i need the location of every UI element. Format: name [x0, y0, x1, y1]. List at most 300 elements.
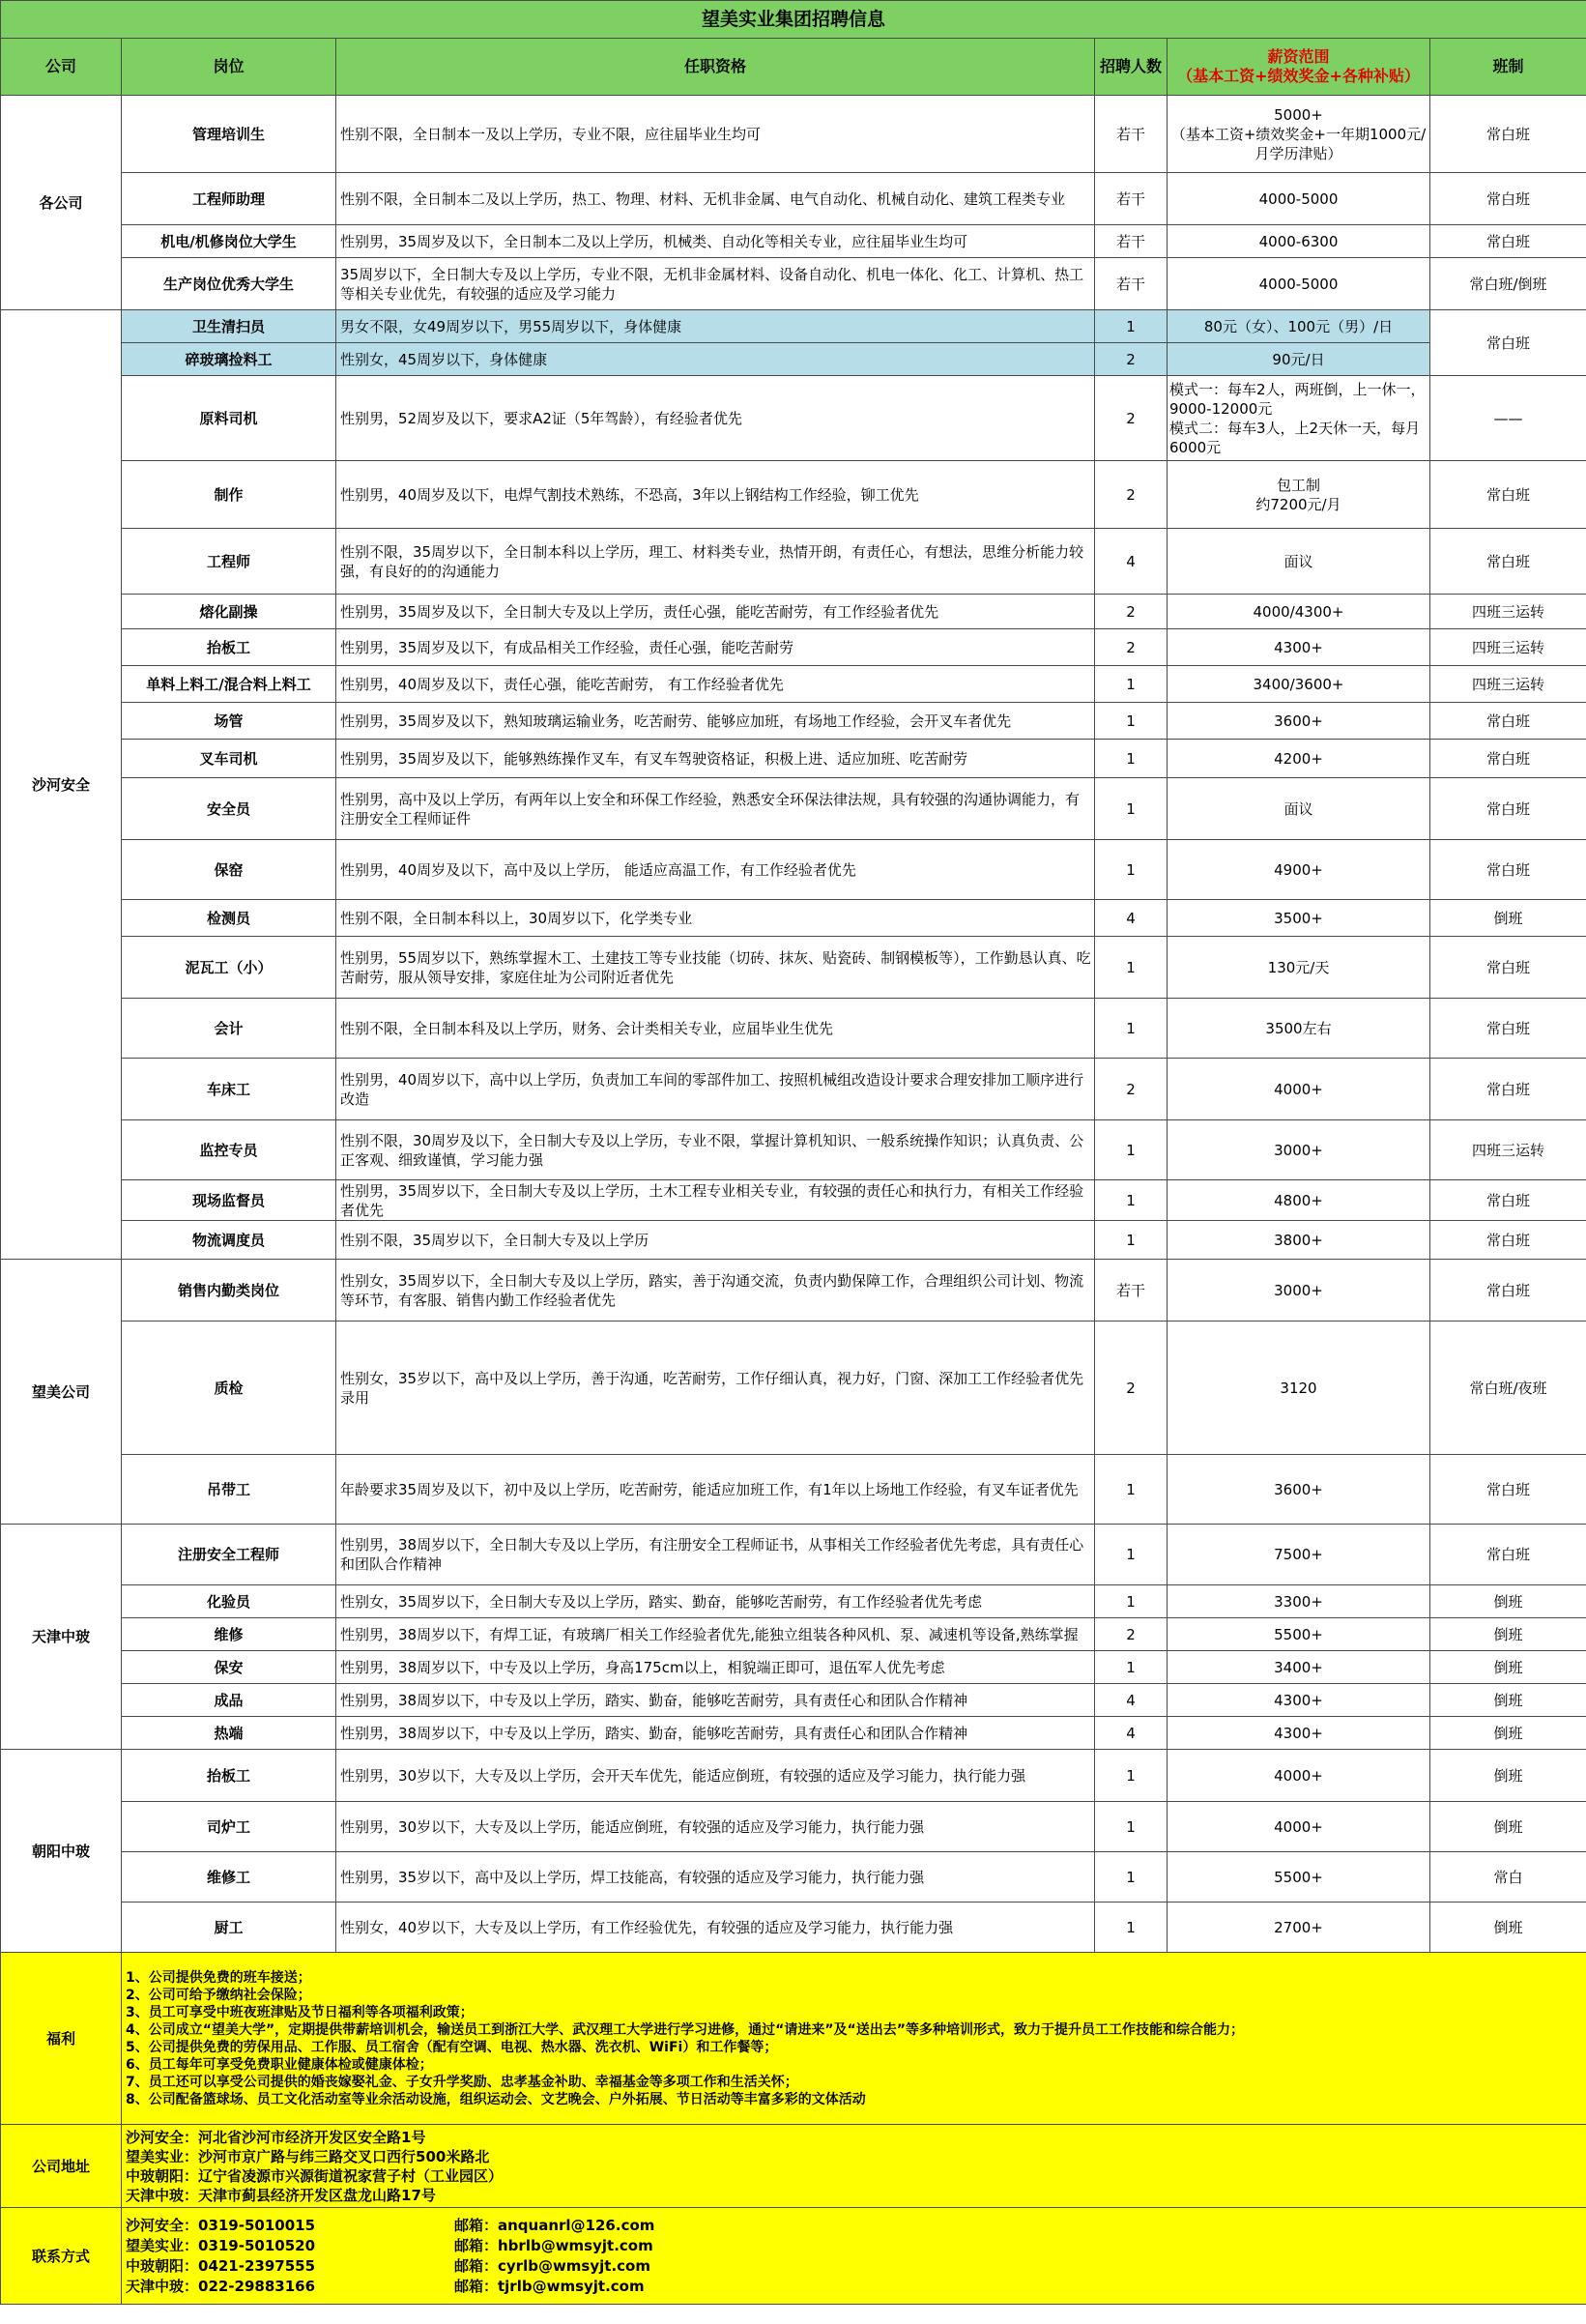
position-cell: 吊带工	[122, 1455, 336, 1525]
count-cell: 4	[1095, 1717, 1168, 1750]
header-row	[1, 39, 1586, 96]
table-row	[1, 258, 1586, 310]
salary-line: 3000+	[1274, 1281, 1323, 1299]
requirements-cell: 性别不限，35周岁以下，全日制本科以上学历，理工、材料类专业，热情开朗，有责任心，有想法，思维分析能力较强，有良好的的沟通能力	[336, 529, 1095, 595]
shift-cell: 常白	[1430, 1852, 1586, 1903]
count-cell: 1	[1095, 1852, 1168, 1903]
requirements-cell: 男女不限，女49周岁以下，男55周岁以下，身体健康	[336, 310, 1095, 343]
count-cell: 1	[1095, 666, 1168, 703]
benefit-item: 5、公司提供免费的劳保用品、工作服、员工宿舍（配有空调、电视、热水器、洗衣机、WiFi）和工作餐等；	[126, 2039, 778, 2055]
position-cell: 维修	[122, 1618, 336, 1651]
table-row	[1, 1903, 1586, 1953]
salary-cell	[1168, 1717, 1430, 1750]
table-row	[1, 461, 1586, 529]
contact-phone: 沙河安全：0319-5010015	[126, 2216, 316, 2234]
table-row	[1, 666, 1586, 703]
salary-line: 3600+	[1274, 1480, 1323, 1498]
table-row	[1, 1618, 1586, 1651]
count-cell: 若干	[1095, 173, 1168, 225]
salary-line: 4800+	[1274, 1191, 1323, 1209]
table-row	[1, 1260, 1586, 1322]
requirements-cell: 年龄要求35周岁及以下，初中及以上学历，吃苦耐劳，能适应加班工作，有1年以上场地工作经验，有叉车证者优先	[336, 1455, 1095, 1525]
count-cell: 若干	[1095, 1260, 1168, 1322]
shift-cell: 倒班	[1430, 1585, 1586, 1618]
table-row	[1, 1802, 1586, 1852]
count-cell: 若干	[1095, 258, 1168, 310]
requirements-cell: 35周岁以下，全日制大专及以上学历，专业不限，无机非金属材料、设备自动化、机电一体化、化工、计算机、热工等相关专业优先，有较强的适应及学习能力	[336, 258, 1095, 310]
position-cell: 检测员	[122, 900, 336, 937]
salary-line: 2700+	[1274, 1918, 1323, 1936]
position-cell: 抬板工	[122, 1750, 336, 1802]
shift-cell: 常白班	[1430, 1455, 1586, 1525]
requirements-cell: 性别男，35周岁及以下，有成品相关工作经验，责任心强，能吃苦耐劳	[336, 629, 1095, 666]
salary-line: 3800+	[1274, 1231, 1323, 1249]
salary-line: 130元/天	[1267, 958, 1330, 976]
table-row	[1, 1525, 1586, 1585]
position-cell: 车床工	[122, 1059, 336, 1120]
sheet-title: 望美实业集团招聘信息	[1, 1, 1586, 39]
salary-line: 4900+	[1274, 860, 1323, 879]
position-cell: 质检	[122, 1322, 336, 1455]
shift-cell: 倒班	[1430, 1750, 1586, 1802]
shift-cell: ——	[1430, 376, 1586, 461]
shift-cell: 倒班	[1430, 900, 1586, 937]
salary-cell	[1168, 1618, 1430, 1651]
shift-cell: 倒班	[1430, 1618, 1586, 1651]
salary-cell	[1168, 173, 1430, 225]
count-cell: 1	[1095, 1651, 1168, 1684]
position-cell: 保窑	[122, 840, 336, 900]
table-row	[1, 900, 1586, 937]
salary-cell	[1168, 1903, 1430, 1953]
salary-cell	[1168, 310, 1430, 343]
count-cell: 1	[1095, 1525, 1168, 1585]
table-row	[1, 529, 1586, 595]
table-row	[1, 1455, 1586, 1525]
shift-cell: 倒班	[1430, 1717, 1586, 1750]
shift-cell: 常白班/倒班	[1430, 258, 1586, 310]
contact-item	[126, 2256, 1584, 2277]
header-salary	[1168, 39, 1430, 96]
salary-line: 3600+	[1274, 712, 1323, 730]
table-row	[1, 225, 1586, 258]
count-cell: 4	[1095, 529, 1168, 595]
contact-email: 邮箱：hbrlb@wmsyjt.com	[454, 2236, 653, 2254]
position-cell: 安全员	[122, 778, 336, 840]
address-row	[1, 2125, 1586, 2208]
shift-cell: 常白班	[1430, 96, 1586, 173]
table-row	[1, 1059, 1586, 1120]
salary-cell	[1168, 629, 1430, 666]
header-count: 招聘人数	[1095, 39, 1168, 96]
requirements-cell: 性别男，35周岁及以下，能够熟练操作叉车，有叉车驾驶资格证，积极上进、适应加班、吃苦耐劳	[336, 740, 1095, 778]
salary-cell	[1168, 778, 1430, 840]
count-cell: 1	[1095, 840, 1168, 900]
shift-cell: 常白班	[1430, 937, 1586, 999]
shift-cell: 常白班	[1430, 1221, 1586, 1260]
salary-line: 90元/日	[1272, 350, 1325, 368]
requirements-cell: 性别男，55周岁以下，熟练掌握木工、土建技工等专业技能（切砖、抹灰、贴瓷砖、制钢模板等），工作勤恳认真、吃苦耐劳，服从领导安排，家庭住址为公司附近者优先	[336, 937, 1095, 999]
table-row	[1, 1684, 1586, 1717]
salary-line: 5500+	[1274, 1868, 1323, 1886]
address-text	[122, 2125, 1586, 2208]
address-item: 沙河安全：河北省沙河市经济开发区安全路1号	[126, 2128, 426, 2146]
position-cell: 注册安全工程师	[122, 1525, 336, 1585]
contact-row	[1, 2208, 1586, 2305]
salary-line: 80元（女）、100元（男）/日	[1203, 317, 1394, 335]
requirements-cell: 性别男，38周岁以下，全日制大专及以上学历，有注册安全工程师证书，从事相关工作经验者优先考虑，具有责任心和团队合作精神	[336, 1525, 1095, 1585]
count-cell: 若干	[1095, 225, 1168, 258]
table-row	[1, 937, 1586, 999]
header-position: 岗位	[122, 39, 336, 96]
contact-phone: 中玻朝阳：0421-2397555	[126, 2256, 316, 2275]
count-cell: 1	[1095, 937, 1168, 999]
contact-label: 联系方式	[1, 2208, 122, 2305]
salary-cell	[1168, 376, 1430, 461]
salary-line: 3400/3600+	[1253, 675, 1344, 693]
table-row	[1, 1651, 1586, 1684]
shift-cell: 常白班	[1430, 310, 1586, 376]
shift-cell: 常白班	[1430, 173, 1586, 225]
table-row	[1, 1221, 1586, 1260]
salary-line: 3500+	[1274, 909, 1323, 927]
salary-cell	[1168, 258, 1430, 310]
shift-cell: 常白班	[1430, 1260, 1586, 1322]
table-row	[1, 1322, 1586, 1455]
shift-cell: 常白班	[1430, 1059, 1586, 1120]
salary-cell	[1168, 999, 1430, 1059]
position-cell: 机电/机修岗位大学生	[122, 225, 336, 258]
shift-cell: 倒班	[1430, 1684, 1586, 1717]
position-cell: 维修工	[122, 1852, 336, 1903]
position-cell: 现场监督员	[122, 1180, 336, 1221]
position-cell: 叉车司机	[122, 740, 336, 778]
salary-line: 5500+	[1274, 1625, 1323, 1643]
salary-line: 4300+	[1274, 638, 1323, 656]
salary-cell	[1168, 666, 1430, 703]
salary-line: 4000+	[1274, 1080, 1323, 1098]
salary-cell	[1168, 937, 1430, 999]
salary-cell	[1168, 225, 1430, 258]
address-item: 望美实业：沙河市京广路与纬三路交叉口西行500米路北	[126, 2147, 490, 2165]
count-cell: 4	[1095, 900, 1168, 937]
position-cell: 化验员	[122, 1585, 336, 1618]
position-cell: 销售内勤类岗位	[122, 1260, 336, 1322]
salary-cell	[1168, 343, 1430, 376]
benefit-item: 7、员工还可以享受公司提供的婚丧嫁娶礼金、子女升学奖励、忠孝基金补助、幸福基金等多项工作和生活关怀；	[126, 2074, 798, 2090]
requirements-cell: 性别男，35周岁及以下，熟知玻璃运输业务，吃苦耐劳、能够应加班，有场地工作经验，会开叉车者优先	[336, 703, 1095, 740]
header-requirements: 任职资格	[336, 39, 1095, 96]
salary-cell	[1168, 1180, 1430, 1221]
position-cell: 工程师	[122, 529, 336, 595]
salary-cell	[1168, 1221, 1430, 1260]
requirements-cell: 性别不限，全日制本科以上，30周岁以下，化学类专业	[336, 900, 1095, 937]
salary-line: 面议	[1283, 552, 1313, 570]
benefits-row	[1, 1953, 1586, 2125]
salary-cell	[1168, 703, 1430, 740]
position-cell: 管理培训生	[122, 96, 336, 173]
salary-cell	[1168, 1322, 1430, 1455]
salary-line: 模式一：每车2人，两班倒，上一休一，9000-12000元	[1169, 380, 1426, 418]
count-cell: 若干	[1095, 96, 1168, 173]
position-cell: 卫生清扫员	[122, 310, 336, 343]
shift-cell: 倒班	[1430, 1651, 1586, 1684]
position-cell: 厨工	[122, 1903, 336, 1953]
table-row	[1, 999, 1586, 1059]
count-cell: 2	[1095, 629, 1168, 666]
position-cell: 工程师助理	[122, 173, 336, 225]
company-cell: 各公司	[1, 96, 122, 310]
requirements-cell: 性别女，40岁以下，大专及以上学历，有工作经验优先，有较强的适应及学习能力，执行能力强	[336, 1903, 1095, 1953]
salary-line: 5000+	[1274, 105, 1323, 124]
salary-line: 4000-5000	[1258, 275, 1339, 293]
salary-line: 4000+	[1274, 1766, 1323, 1785]
position-cell: 碎玻璃捡料工	[122, 343, 336, 376]
position-cell: 成品	[122, 1684, 336, 1717]
salary-line: （基本工资+绩效奖金+一年期1000元/月学历津贴）	[1170, 125, 1427, 162]
header-salary-line1: 薪资范围	[1267, 47, 1330, 66]
table-row	[1, 1585, 1586, 1618]
count-cell: 2	[1095, 595, 1168, 629]
address-label: 公司地址	[1, 2125, 122, 2208]
position-cell: 物流调度员	[122, 1221, 336, 1260]
company-cell: 朝阳中玻	[1, 1750, 122, 1953]
table-row	[1, 1120, 1586, 1180]
count-cell: 1	[1095, 1750, 1168, 1802]
count-cell: 2	[1095, 1059, 1168, 1120]
company-cell: 沙河安全	[1, 310, 122, 1260]
shift-cell: 常白班/夜班	[1430, 1322, 1586, 1455]
count-cell: 1	[1095, 1455, 1168, 1525]
contact-email: 邮箱：cyrlb@wmsyjt.com	[454, 2256, 650, 2275]
shift-cell: 常白班	[1430, 461, 1586, 529]
shift-cell: 四班三运转	[1430, 666, 1586, 703]
shift-cell: 常白班	[1430, 225, 1586, 258]
count-cell: 1	[1095, 1802, 1168, 1852]
requirements-cell: 性别男，30岁以下，大专及以上学历，能适应倒班，有较强的适应及学习能力，执行能力强	[336, 1802, 1095, 1852]
contact-item	[126, 2236, 1584, 2256]
table-row	[1, 376, 1586, 461]
count-cell: 2	[1095, 1618, 1168, 1651]
shift-cell: 倒班	[1430, 1903, 1586, 1953]
position-cell: 单料上料工/混合料上料工	[122, 666, 336, 703]
requirements-cell: 性别男，40周岁以下，高中以上学历，负责加工车间的零部件加工、按照机械组改造设计要求合理安排加工顺序进行改造	[336, 1059, 1095, 1120]
salary-line: 3120	[1280, 1379, 1317, 1397]
contact-item	[126, 2277, 1584, 2297]
benefit-item: 2、公司可给予缴纳社会保险；	[126, 1987, 311, 2003]
benefit-item: 6、员工每年可享受免费职业健康体检或健康体检；	[126, 2056, 433, 2073]
contact-email: 邮箱：tjrlb@wmsyjt.com	[454, 2277, 645, 2295]
count-cell: 2	[1095, 461, 1168, 529]
company-cell: 望美公司	[1, 1260, 122, 1525]
salary-cell	[1168, 1750, 1430, 1802]
salary-cell	[1168, 529, 1430, 595]
count-cell: 2	[1095, 1322, 1168, 1455]
shift-cell: 常白班	[1430, 1180, 1586, 1221]
shift-cell: 常白班	[1430, 740, 1586, 778]
shift-cell: 四班三运转	[1430, 1120, 1586, 1180]
table-row	[1, 96, 1586, 173]
salary-cell	[1168, 595, 1430, 629]
shift-cell: 常白班	[1430, 840, 1586, 900]
requirements-cell: 性别男，高中及以上学历，有两年以上安全和环保工作经验，熟悉安全环保法律法规，具有较强的沟通协调能力，有注册安全工程师证件	[336, 778, 1095, 840]
salary-line: 4000-6300	[1258, 232, 1339, 250]
table-row	[1, 1180, 1586, 1221]
requirements-cell: 性别女，35岁以下，高中及以上学历，善于沟通，吃苦耐劳，工作仔细认真，视力好，门窗、深加工工作经验者优先录用	[336, 1322, 1095, 1455]
salary-cell	[1168, 1059, 1430, 1120]
position-cell: 保安	[122, 1651, 336, 1684]
salary-cell	[1168, 1802, 1430, 1852]
address-item: 天津中玻：天津市蓟县经济开发区盘龙山路17号	[126, 2186, 436, 2204]
position-cell: 原料司机	[122, 376, 336, 461]
salary-cell	[1168, 840, 1430, 900]
position-cell: 场管	[122, 703, 336, 740]
count-cell: 1	[1095, 1120, 1168, 1180]
count-cell: 2	[1095, 376, 1168, 461]
benefits-label: 福利	[1, 1953, 122, 2125]
table-row	[1, 310, 1586, 343]
count-cell: 2	[1095, 343, 1168, 376]
salary-line: 7500+	[1274, 1546, 1323, 1563]
table-row	[1, 1717, 1586, 1750]
address-item: 中玻朝阳：辽宁省凌源市兴源街道祝家营子村（工业园区）	[126, 2166, 504, 2185]
table-row	[1, 778, 1586, 840]
requirements-cell: 性别男，40周岁及以下，电焊气割技术熟练，不恐高，3年以上钢结构工作经验，铆工优先	[336, 461, 1095, 529]
contact-email: 邮箱：anquanrl@126.com	[454, 2216, 655, 2234]
benefits-text	[122, 1953, 1586, 2125]
requirements-cell: 性别男，38周岁以下，中专及以上学历，踏实、勤奋，能够吃苦耐劳，具有责任心和团队合作精神	[336, 1684, 1095, 1717]
count-cell: 1	[1095, 740, 1168, 778]
shift-cell: 常白班	[1430, 703, 1586, 740]
benefit-item: 8、公司配备篮球场、员工文化活动室等业余活动设施，组织运动会、文艺晚会、户外拓展、节日活动等丰富多彩的文体活动	[126, 2091, 866, 2107]
requirements-cell: 性别男，35周岁及以下，全日制本二及以上学历，机械类、自动化等相关专业，应往届毕业生均可	[336, 225, 1095, 258]
salary-line: 4300+	[1274, 1691, 1323, 1709]
benefit-item: 3、员工可享受中班夜班津贴及节日福利等各项福利政策；	[126, 2004, 474, 2020]
contact-text	[122, 2208, 1586, 2305]
position-cell: 抬板工	[122, 629, 336, 666]
salary-cell	[1168, 96, 1430, 173]
salary-cell	[1168, 1455, 1430, 1525]
requirements-cell: 性别不限，全日制本科及以上学历，财务、会计类相关专业，应届毕业生优先	[336, 999, 1095, 1059]
salary-cell	[1168, 461, 1430, 529]
salary-line: 4000/4300+	[1253, 602, 1344, 621]
count-cell: 1	[1095, 778, 1168, 840]
requirements-cell: 性别男，38周岁以下，有焊工证，有玻璃厂相关工作经验者优先,能独立组装各种风机、泵、减速机等设备,熟练掌握	[336, 1618, 1095, 1651]
position-cell: 泥瓦工（小）	[122, 937, 336, 999]
header-shift: 班制	[1430, 39, 1586, 96]
salary-line: 3500左右	[1265, 1019, 1332, 1037]
table-row	[1, 703, 1586, 740]
position-cell: 司炉工	[122, 1802, 336, 1852]
requirements-cell: 性别女，35周岁以下，全日制大专及以上学历，踏实，善于沟通交流，负责内勤保障工作，合理组织公司计划、物流等环节，有客服、销售内勤工作经验者优先	[336, 1260, 1095, 1322]
salary-cell	[1168, 900, 1430, 937]
count-cell: 1	[1095, 1180, 1168, 1221]
position-cell: 热端	[122, 1717, 336, 1750]
company-cell: 天津中玻	[1, 1525, 122, 1750]
count-cell: 1	[1095, 1585, 1168, 1618]
shift-cell: 常白班	[1430, 1525, 1586, 1585]
benefit-item: 4、公司成立“望美大学”，定期提供带薪培训机会，输送员工到浙江大学、武汉理工大学进行学习进修，通过“请进来”及“送出去”等多种培训形式，致力于提升员工工作技能和综合能力；	[126, 2021, 1244, 2038]
requirements-cell: 性别女，45周岁以下，身体健康	[336, 343, 1095, 376]
requirements-cell: 性别不限，30周岁及以下，全日制大专及以上学历，专业不限，掌握计算机知识、一般系统操作知识；认真负责、公正客观、细致谨慎，学习能力强	[336, 1120, 1095, 1180]
count-cell: 4	[1095, 1684, 1168, 1717]
salary-cell	[1168, 1684, 1430, 1717]
count-cell: 1	[1095, 310, 1168, 343]
table-row	[1, 1852, 1586, 1903]
salary-line: 面议	[1283, 799, 1313, 818]
contact-phone: 望美实业：0319-5010520	[126, 2236, 316, 2254]
position-cell: 会计	[122, 999, 336, 1059]
shift-cell: 四班三运转	[1430, 595, 1586, 629]
table-row	[1, 343, 1586, 376]
salary-line: 约7200元/月	[1255, 495, 1341, 513]
count-cell: 1	[1095, 1221, 1168, 1260]
requirements-cell: 性别男，38周岁以下，中专及以上学历，身高175cm以上，相貌端正即可，退伍军人优先考虑	[336, 1651, 1095, 1684]
shift-cell: 常白班	[1430, 999, 1586, 1059]
salary-cell	[1168, 740, 1430, 778]
requirements-cell: 性别不限，全日制本一及以上学历，专业不限，应往届毕业生均可	[336, 96, 1095, 173]
salary-cell	[1168, 1852, 1430, 1903]
salary-line: 4000-5000	[1258, 189, 1339, 208]
table-row	[1, 1750, 1586, 1802]
salary-line: 4300+	[1274, 1724, 1323, 1742]
title-row	[1, 1, 1586, 39]
table-row	[1, 629, 1586, 666]
salary-line: 3000+	[1274, 1141, 1323, 1159]
salary-line: 4000+	[1274, 1817, 1323, 1836]
salary-cell	[1168, 1525, 1430, 1585]
requirements-cell: 性别男，30岁以下，大专及以上学历，会开天车优先，能适应倒班，有较强的适应及学习能力，执行能力强	[336, 1750, 1095, 1802]
position-cell: 监控专员	[122, 1120, 336, 1180]
salary-line: 3300+	[1274, 1592, 1323, 1611]
salary-line: 4200+	[1274, 749, 1323, 768]
requirements-cell: 性别男，40周岁及以下，责任心强，能吃苦耐劳， 有工作经验者优先	[336, 666, 1095, 703]
salary-cell	[1168, 1260, 1430, 1322]
shift-cell: 四班三运转	[1430, 629, 1586, 666]
shift-cell: 倒班	[1430, 1802, 1586, 1852]
table-row	[1, 173, 1586, 225]
salary-cell	[1168, 1585, 1430, 1618]
requirements-cell: 性别男，35周岁及以下，全日制大专及以上学历，责任心强，能吃苦耐劳，有工作经验者优先	[336, 595, 1095, 629]
requirements-cell: 性别男，35周岁以下，全日制大专及以上学历，土木工程专业相关专业，有较强的责任心和执行力，有相关工作经验者优先	[336, 1180, 1095, 1221]
header-salary-line2: （基本工资+绩效奖金+各种补贴）	[1177, 67, 1420, 85]
salary-line: 模式二：每车3人，上2天休一天，每月6000元	[1169, 419, 1421, 456]
contact-phone: 天津中玻：022-29883166	[126, 2277, 316, 2295]
position-cell: 熔化副操	[122, 595, 336, 629]
salary-line: 包工制	[1276, 476, 1320, 494]
header-company: 公司	[1, 39, 122, 96]
requirements-cell: 性别不限，全日制本二及以上学历，热工、物理、材料、无机非金属、电气自动化、机械自动化、建筑工程类专业	[336, 173, 1095, 225]
benefit-item: 1、公司提供免费的班车接送；	[126, 1969, 311, 1986]
requirements-cell: 性别男，52周岁及以下，要求A2证（5年驾龄），有经验者优先	[336, 376, 1095, 461]
table-row	[1, 595, 1586, 629]
position-cell: 生产岗位优秀大学生	[122, 258, 336, 310]
salary-cell	[1168, 1120, 1430, 1180]
shift-cell: 常白班	[1430, 778, 1586, 840]
shift-cell: 常白班	[1430, 529, 1586, 595]
requirements-cell: 性别不限，35周岁以下，全日制大专及以上学历	[336, 1221, 1095, 1260]
requirements-cell: 性别女，35周岁以下，全日制大专及以上学历，踏实、勤奋，能够吃苦耐劳，有工作经验者优先考虑	[336, 1585, 1095, 1618]
contact-item	[126, 2216, 1584, 2236]
count-cell: 1	[1095, 703, 1168, 740]
requirements-cell: 性别男，38周岁以下，中专及以上学历，踏实、勤奋，能够吃苦耐劳，具有责任心和团队合作精神	[336, 1717, 1095, 1750]
count-cell: 1	[1095, 999, 1168, 1059]
salary-cell	[1168, 1651, 1430, 1684]
count-cell: 1	[1095, 1903, 1168, 1953]
table-row	[1, 840, 1586, 900]
table-row	[1, 740, 1586, 778]
requirements-cell: 性别男，40周岁及以下，高中及以上学历， 能适应高温工作，有工作经验者优先	[336, 840, 1095, 900]
